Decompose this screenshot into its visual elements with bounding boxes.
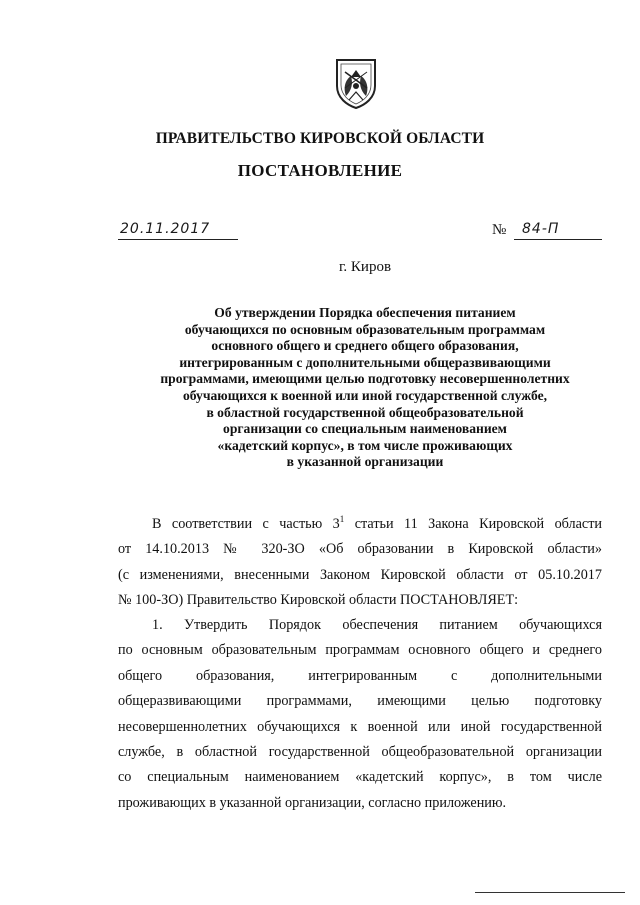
body-text-fragment: В соответствии с частью 3 <box>152 516 340 532</box>
body-line: 1. Утвердить Порядок обеспечения питанием обучающихся <box>152 617 602 633</box>
body-line: по основным образовательным программам основного общего и среднего <box>118 642 602 659</box>
body-line <box>118 512 602 537</box>
subject-line: организации со специальным наименованием <box>223 421 507 437</box>
body-line: службе, в областной государственной общеобразовательной организации <box>118 743 602 760</box>
subject-line: обучающихся к военной или иной государственной службе, <box>182 387 548 403</box>
coat-of-arms-icon <box>333 56 379 110</box>
date-field <box>118 221 238 240</box>
body-line: проживающих в указанной организации, согласно приложению. <box>118 794 507 811</box>
subject-line: Об утверждении Порядка обеспечения питанием <box>214 305 516 320</box>
superscript: 1 <box>339 514 345 524</box>
subject-line: обучающихся по основным образовательным программам <box>184 321 546 337</box>
number-label: № <box>492 222 507 238</box>
body-text-fragment: статьи 11 Закона Кировской области <box>344 516 602 532</box>
item-1-paragraph <box>118 613 602 816</box>
body-line: № 100-ЗО) Правительство Кировской области ПОСТАНОВЛЯЕТ: <box>118 592 519 609</box>
subject-line: основного общего и среднего общего образования, <box>211 338 519 354</box>
handwritten-date: 20.11.2017 <box>120 221 211 237</box>
body-line: несовершеннолетних обучающихся к военной или иной государственной <box>118 718 602 735</box>
footer-divider <box>475 892 625 893</box>
subject-line: интегрированным с дополнительными общеразвивающими <box>179 354 551 370</box>
government-title: ПРАВИТЕЛЬСТВО КИРОВСКОЙ ОБЛАСТИ <box>155 130 485 147</box>
body-line: со специальным наименованием «кадетский корпус», в том числе <box>118 769 602 786</box>
body-line: (с изменениями, внесенными Законом Кировской области от 05.10.2017 <box>118 566 602 583</box>
preamble-paragraph <box>118 512 602 614</box>
document-type: ПОСТАНОВЛЕНИЕ <box>237 161 403 180</box>
number-field <box>514 221 602 240</box>
city-name: г. Киров <box>338 259 392 275</box>
body-line: от 14.10.2013 № 320-ЗО «Об образовании в Кировской области» <box>118 541 602 558</box>
subject-line: в областной государственной общеобразовательной <box>206 404 524 420</box>
subject-line: программами, имеющими целью подготовку несовершеннолетних <box>160 371 570 387</box>
body-line: общего образования, интегрированным с дополнительными <box>118 667 602 684</box>
handwritten-number: 84-П <box>522 221 560 237</box>
subject-line: «кадетский корпус», в том числе проживающих <box>217 437 513 453</box>
document-subject <box>130 305 600 471</box>
subject-line: в указанной организации <box>286 454 444 470</box>
body-line: общеразвивающими программами, имеющими целью подготовку <box>118 693 602 710</box>
